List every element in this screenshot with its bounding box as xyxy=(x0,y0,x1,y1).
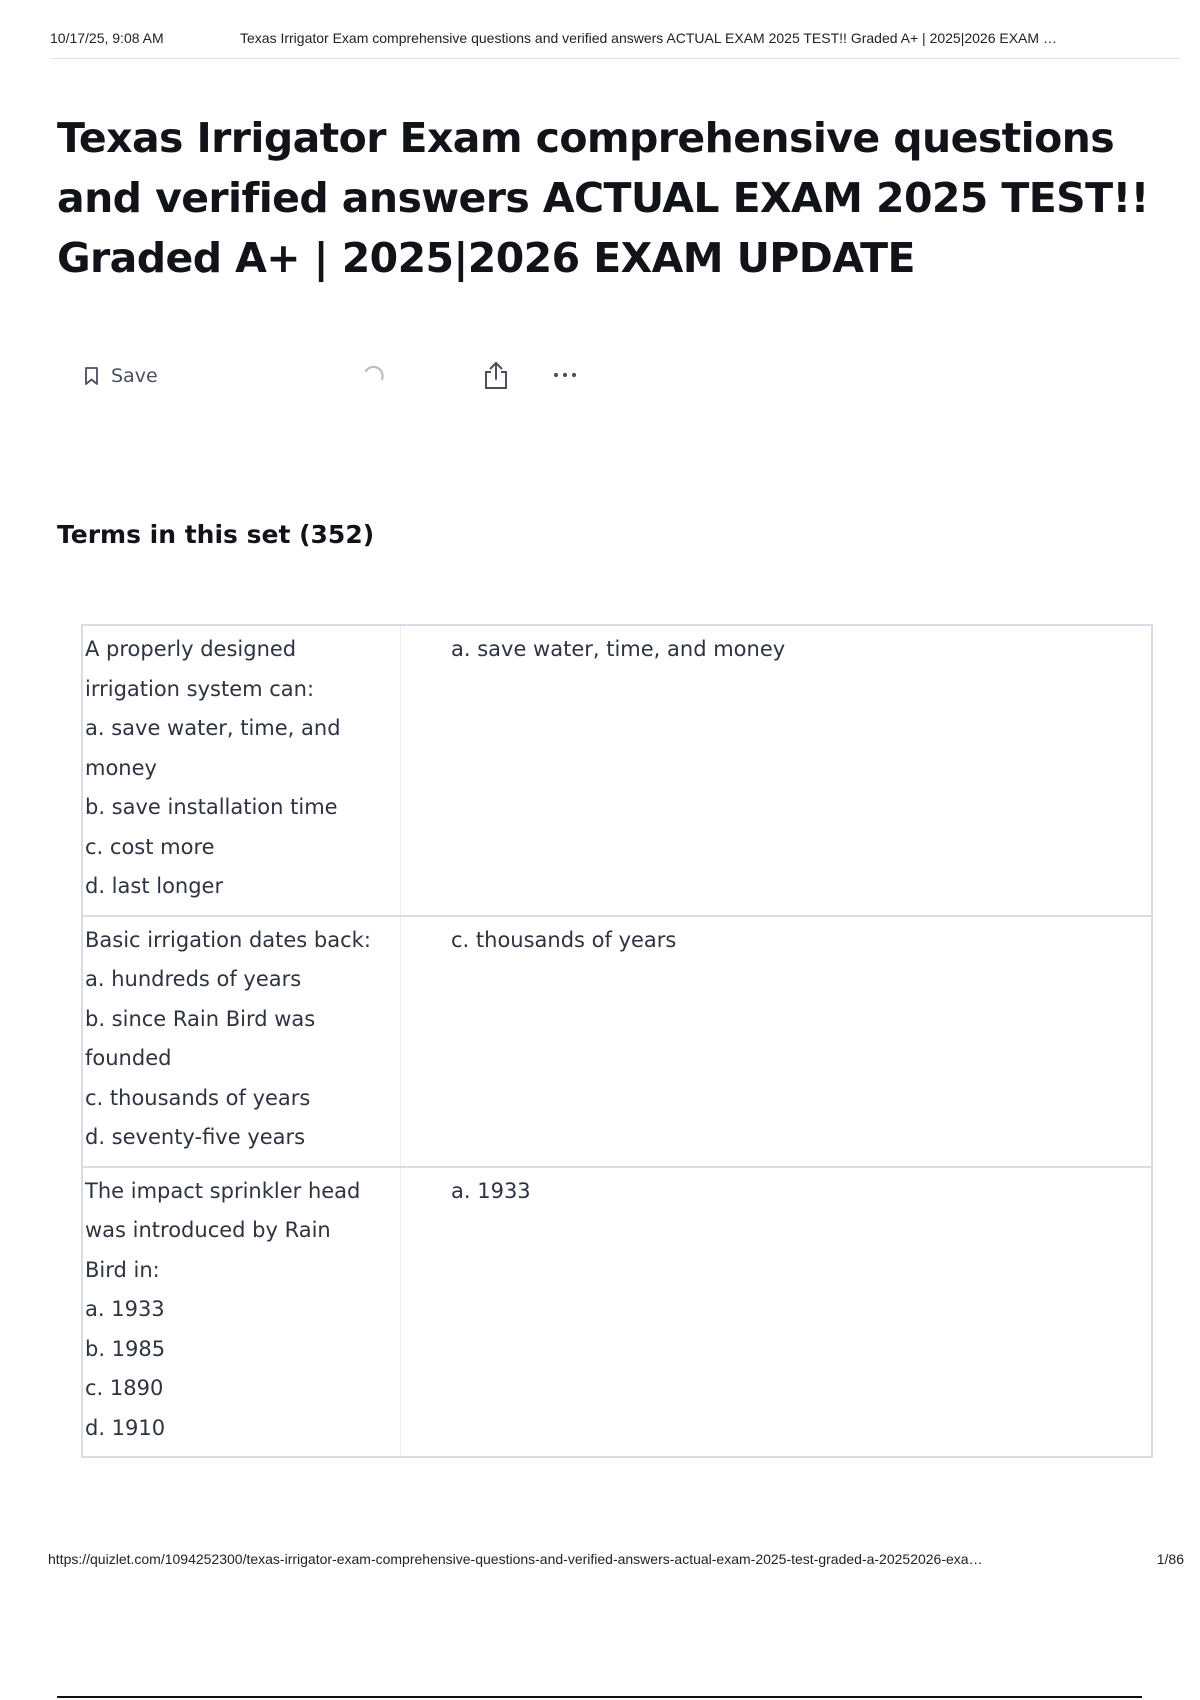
term-question-line: Bird in: xyxy=(85,1257,160,1282)
term-question-line: a. save water, time, and xyxy=(85,716,341,740)
bookmark-icon xyxy=(84,366,99,386)
term-question-line: founded xyxy=(85,1046,172,1070)
term-question-line: was introduced by Rain xyxy=(85,1218,331,1242)
more-button[interactable] xyxy=(550,360,580,395)
term-card[interactable] xyxy=(81,915,1153,1168)
loading-spinner-icon xyxy=(362,365,386,394)
terms-heading: Terms in this set (352) xyxy=(57,520,375,549)
term-question-line: d. 1910 xyxy=(85,1415,166,1440)
term-question-line: c. cost more xyxy=(85,834,215,859)
term-question-line: b. 1985 xyxy=(85,1336,166,1361)
term-question-line: money xyxy=(85,755,157,780)
term-question-line: a. hundreds of years xyxy=(85,967,302,991)
share-button[interactable] xyxy=(482,360,510,397)
term-question-line: b. since Rain Bird was xyxy=(85,1006,316,1031)
term-answer: c. thousands of years xyxy=(451,927,677,952)
term-question-line: The impact sprinkler head xyxy=(85,1178,361,1203)
more-icon xyxy=(550,360,580,390)
term-answer: a. 1933 xyxy=(451,1178,531,1203)
term-card[interactable] xyxy=(81,624,1153,917)
set-toolbar xyxy=(84,356,544,396)
term-question xyxy=(83,626,401,915)
print-footer xyxy=(48,1551,1184,1573)
term-question-line: d. seventy-five years xyxy=(85,1125,306,1149)
term-question-line: c. 1890 xyxy=(85,1376,164,1400)
term-card[interactable] xyxy=(81,1166,1153,1459)
save-button[interactable] xyxy=(84,356,158,396)
print-doc-title: Texas Irrigator Exam comprehensive questions and verified answers ACTUAL EXAM 2025 TEST!! Graded A+ | 2025|2026 EXAM … xyxy=(240,30,1057,46)
print-url: https://quizlet.com/1094252300/texas-irrigator-exam-comprehensive-questions-and-verified-answers-actual-exam-2025-test-graded-a-20252026-exa… xyxy=(48,1551,983,1567)
print-header xyxy=(50,28,1180,59)
print-timestamp: 10/17/25, 9:08 AM xyxy=(50,30,164,46)
term-question-line: Basic irrigation dates back: xyxy=(85,927,371,952)
term-question-line: d. last longer xyxy=(85,874,224,898)
term-question-line: A properly designed xyxy=(85,637,297,661)
term-answer: a. save water, time, and money xyxy=(451,637,786,661)
page-number: 1/86 xyxy=(1156,1551,1184,1567)
save-button-label: Save xyxy=(111,365,158,387)
term-question xyxy=(83,917,401,1166)
page-title-line: Texas Irrigator Exam comprehensive questions xyxy=(57,114,1115,162)
term-question xyxy=(83,1168,401,1457)
page-title-line: and verified answers ACTUAL EXAM 2025 TEST!! xyxy=(57,174,1149,222)
term-question-line: b. save installation time xyxy=(85,795,338,819)
term-question-line: irrigation system can: xyxy=(85,676,315,701)
page-title-line: Graded A+ | 2025|2026 EXAM UPDATE xyxy=(57,234,915,282)
divider xyxy=(57,1696,1142,1698)
terms-list xyxy=(81,624,1153,1456)
share-icon xyxy=(482,360,510,392)
term-question-line: c. thousands of years xyxy=(85,1085,311,1110)
page-title xyxy=(57,108,1167,288)
term-question-line: a. 1933 xyxy=(85,1297,165,1321)
